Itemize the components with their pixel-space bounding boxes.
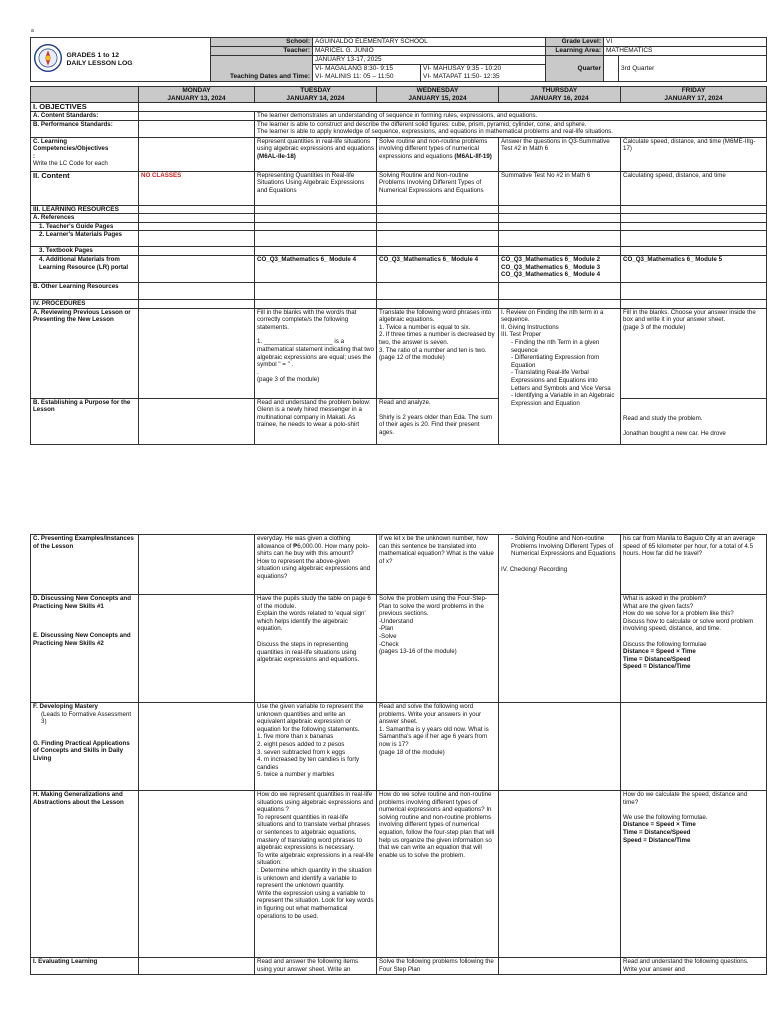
content-thursday: Summative Test No #2 in Math 6: [499, 171, 621, 205]
list-item: - Identifying a Variable in an Algebraic Expression and Equation: [511, 392, 618, 407]
examples-friday: his car from Manila to Baguio City at an average speed of 65 kilometer per hour, for a total of 4.5 hours. How far did he travel?: [621, 535, 767, 595]
logo-cell: [31, 38, 65, 82]
evaluating-wednesday: Solve the following problems following the Four Step Plan: [377, 958, 499, 975]
applications-label: G. Finding Practical Applications of Concepts and Skills in Daily Living: [33, 739, 130, 762]
concepts-tuesday: Have the pupils study the table on page 6 of the module. Explain the words related to 'equal sign' which helps identify the algebraic equation. Discuss the steps in representing quantities in real-life situations using algebraic expressions and equations.: [255, 595, 377, 703]
list-item: - Finding the nth Term in a given sequence: [511, 339, 618, 354]
review-lesson-label: A. Reviewing Previous Lesson or Presenting the New Lesson: [31, 308, 139, 398]
generalizations-label: H. Making Generalizations and Abstractions about the Lesson: [31, 791, 139, 958]
time-slots-a: VI- MAGALANG 8:30- 9:15 VI- MALINIS 11: 05 – 11:50: [313, 65, 421, 82]
evaluating-friday: Read and understand the following questions. Write your answer and: [621, 958, 767, 975]
generalizations-tuesday: How do we represent quantities in real-life situations using algebraic expressions and equations ? To represent quantities in real-life situations and to translate verbal phrases or sentences to algebraic equations, mastery of translating word phrases to algebraic expressions is necessary. To write algebraic expressions in a real-life situation: : Determine which quantity in the situation is unknown and identify a variable to represent the unknown quantity. Write the expression using a variable to represent the situation. Look for key words in figuring out what mathematical operations to be used.: [255, 791, 377, 958]
dates-value: JANUARY 13-17, 2025: [313, 56, 546, 65]
formula-speed: Speed = Distance/Time: [623, 663, 691, 671]
procedures-heading: IV. PROCEDURES: [31, 299, 139, 308]
formula-distance: Distance = Speed × Time: [623, 648, 696, 656]
learners-materials-label: 2. Learner's Materials Pages: [31, 231, 139, 247]
content-wednesday: Solving Routine and Non-routine Problems Involving Different Types of Numerical Expressions and Equations: [377, 171, 499, 205]
examples-thursday: - Solving Routine and Non-routine Problems Involving Different Types of Numerical Expressions and Equations IV. Checking/ Recording: [499, 535, 621, 703]
review-thursday: I. Review on Finding the nth term in a sequence. II. Giving Instructions III. Test Proper - Finding the nth Term in a given sequence - Differentiating Expression from Equation - Translating Real-life Verbal Expressions and Equations into Letters and Symbols and Vice Versa - Identifying a Variable in an Algebraic Expression and Equation: [499, 308, 621, 444]
purpose-wednesday: Read and analyze. Shirly is 2 years older than Eda. The sum of their ages is 20. Find their present ages.: [377, 398, 499, 444]
school-label: School:: [211, 38, 313, 47]
mastery-labels: F. Developing Mastery (Leads to Formative Assessment 3) G. Finding Practical Applications of Concepts and Skills in Daily Living: [31, 703, 139, 791]
purpose-label: B. Establishing a Purpose for the Lesson: [31, 398, 139, 444]
days-row: [31, 87, 767, 103]
concepts-1-label: D. Discussing New Concepts and Practicing New Skills #1: [33, 595, 131, 610]
page-mark: a: [31, 28, 34, 34]
other-resources-label: B. Other Learning Resources: [31, 282, 139, 299]
mastery-wednesday: Read and solve the following word problems. Write your answers in your answer sheet. 1. Samantha is y years old now. What is Samantha's age if her age 6 years from now is 17? (page 18 of the module): [377, 703, 499, 791]
references-label: A. References: [31, 214, 139, 223]
materials-thursday: CO_Q3_Mathematics 6_ Module 2 CO_Q3_Mathematics 6_ Module 3 CO_Q3_Mathematics 6_ Module 4: [499, 255, 621, 282]
day-tuesday: TUESDAY JANUARY 14, 2024: [255, 87, 377, 103]
deped-seal-icon: [34, 44, 62, 72]
examples-wednesday: If we let x be the unknown number, how can this sentence be translated into mathematical equation? What is the value of x?: [377, 535, 499, 595]
concepts-2-label: E. Discussing New Concepts and Practicing New Skills #2: [33, 632, 131, 647]
performance-standards-label: B. Performance Standards:: [31, 120, 139, 137]
competency-friday: Calculate speed, distance, and time (M6ME-IIIg-17): [621, 137, 767, 171]
area-label: Learning Area:: [546, 47, 604, 56]
test-topics-list-cont: [501, 535, 618, 558]
grade-value: VI: [604, 38, 767, 47]
competency-wednesday: Solve routine and non-routine problems involving different types of numerical expressions and equations (M6AL-IIf-19): [377, 137, 499, 171]
examples-tuesday: everyday. He was given a clothing allowance of ₱6,000.00. How many polo-shirts can he buy with this amount? How to represent the above-given situation using algebraic expressions and equations?: [255, 535, 377, 595]
header-table: [30, 37, 767, 82]
concepts-labels: [31, 595, 139, 703]
concepts-friday: What is asked in the problem? What are the given facts? How do we solve for a problem like this? Discuss how to calculate or solve word problem involving speed, distance, and time. Discuss the following formulae Distance = Speed × Time Time = Distance/Speed Speed = Distance/Time: [621, 595, 767, 703]
examples-label: C. Presenting Examples/Instances of the Lesson: [31, 535, 139, 595]
quarter-value: 3rd Quarter: [619, 56, 767, 82]
teacher-label: Teacher:: [211, 47, 313, 56]
page-1: [30, 37, 766, 445]
formula-time: Time = Distance/Speed: [623, 655, 691, 663]
performance-standards-text: The learner is able to construct and describe the different solid figures: cube, prism, pyramid, cylinder, cone, and sphere. The learner is able to apply knowledge of sequence, expressions, and equations in mathematical problems and real-life situations.: [255, 120, 767, 137]
generalizations-wednesday: How do we solve routine and non-routine problems involving different types of numerical expressions and equations? In solving routine and non-routine problems involving different types of numerical equation, follow the four-step plan that will help us organize the given information so that we can write an equation that will enable us to solve the problem.: [377, 791, 499, 958]
content-standards-text: The learner demonstrates an understanding of sequence in forming rules, expressions, and equations.: [255, 112, 767, 121]
days-corner: [31, 87, 139, 103]
page-2: [30, 534, 766, 975]
competency-tuesday: Represent quantities in real-life situations using algebraic expressions and equations (M6AL-IIe-18): [255, 137, 377, 171]
day-wednesday: WEDNESDAY JANUARY 15, 2024: [377, 87, 499, 103]
materials-wednesday: CO_Q3_Mathematics 6_ Module 4: [377, 255, 499, 282]
additional-materials-label: 4. Additional Materials from Learning Resource (LR) portal: [31, 255, 139, 282]
mastery-label: F. Developing Mastery: [33, 703, 98, 710]
teachers-guide-label: 1. Teacher's Guide Pages: [31, 222, 139, 231]
generalizations-friday: How do we calculate the speed, distance and time? We use the following formulae. Distance = Speed × Time Time = Distance/Speed Speed = Distance/Time: [621, 791, 767, 958]
list-item: - Translating Real-life Verbal Expressions and Equations into Letters and Symbols and Vice Versa: [511, 369, 618, 392]
review-wednesday: Translate the following word phrases into algebraic equations. 1. Twice a number is equal to six. 2. If three times a number is decreased by two, the answer is seven. 3. The ratio of a number and ten is two. (page 12 of the module): [377, 308, 499, 398]
lesson-table-page-1: [30, 86, 767, 445]
teacher-value: MARICEL G. JUNIO: [313, 47, 546, 56]
competency-thursday: Answer the questions in Q3-Summative Test #2 in Math 6: [499, 137, 621, 171]
quarter-sep: [604, 56, 619, 82]
day-thursday: THURSDAY JANUARY 16, 2024: [499, 87, 621, 103]
review-tuesday: Fill in the blanks with the word/s that correctly complete/s the following statements. 1. ____________________ is a mathematical statement indicating that two algebraic expressions are equal; uses the symbol " = " . . (page 3 of the module): [255, 308, 377, 398]
lesson-table-page-2: [30, 534, 767, 975]
list-item: - Solving Routine and Non-routine Problems Involving Different Types of Numerical Expressions and Equations: [511, 535, 618, 558]
concepts-wednesday: Solve the problem using the Four-Step-Plan to solve the word problems in the previous sections. -Understand -Plan -Solve -Check (pages 13-16 of the module): [377, 595, 499, 703]
competencies-label: C. Learning Competencies/Objectives : Write the LC Code for each: [31, 137, 139, 171]
area-value: MATHEMATICS: [604, 47, 767, 56]
quarter-label: Quarter: [546, 56, 604, 82]
content-monday: NO CLASSES: [139, 171, 255, 205]
objectives-heading: I. OBJECTIVES: [31, 103, 139, 112]
log-title: GRADES 1 to 12 DAILY LESSON LOG: [65, 38, 211, 82]
materials-friday: CO_Q3_Mathematics 6_ Module 5: [621, 255, 767, 282]
day-monday: MONDAY JANUARY 13, 2024: [139, 87, 255, 103]
content-standards-label: A. Content Standards:: [31, 112, 139, 121]
grade-label: Grade Level:: [546, 38, 604, 47]
dates-label: Teaching Dates and Time:: [211, 56, 313, 82]
purpose-tuesday: Read and understand the problem below: Glenn is a newly hired messenger in a multinational company in Makati. As trainee, he needs to wear a polo-shirt: [255, 398, 377, 444]
day-friday: FRIDAY JANUARY 17, 2024: [621, 87, 767, 103]
time-slots-b: VI- MAHUSAY 9:35 - 10:20 VI- MATAPAT 11:50- 12:35: [421, 65, 546, 82]
content-friday: Calculating speed, distance, and time: [621, 171, 767, 205]
resources-heading: III. LEARNING RESOURCES: [31, 205, 139, 214]
content-heading: II. Content: [31, 171, 139, 205]
evaluating-label: I. Evaluating Learning: [31, 958, 139, 975]
school-value: AGUINALDO ELEMENTARY SCHOOL: [313, 38, 546, 47]
test-topics-list: [501, 339, 618, 407]
evaluating-tuesday: Read and answer the following items using your answer sheet. Write an: [255, 958, 377, 975]
textbook-label: 3. Textbook Pages: [31, 247, 139, 256]
mastery-tuesday: Use the given variable to represent the unknown quantities and write an equivalent algebraic expression or equation for the following statements. 1. five more than x bananas 2. eight pesos added to z pesos 3. seven subtracted from k eggs 4. m increased by ten candies is forty candies 5. twice a number y marbles: [255, 703, 377, 791]
purpose-friday: Read and study the problem. Jonathan bought a new car. He drove: [621, 398, 767, 444]
review-friday: Fill in the blanks. Choose your answer inside the box and write it in your answer sheet. (page 3 of the module): [621, 308, 767, 398]
content-tuesday: Representing Quantities in Real-life Situations Using Algebraic Expressions and Equations: [255, 171, 377, 205]
materials-tuesday: CO_Q3_Mathematics 6_ Module 4: [255, 255, 377, 282]
list-item: - Differentiating Expression from Equation: [511, 354, 618, 369]
